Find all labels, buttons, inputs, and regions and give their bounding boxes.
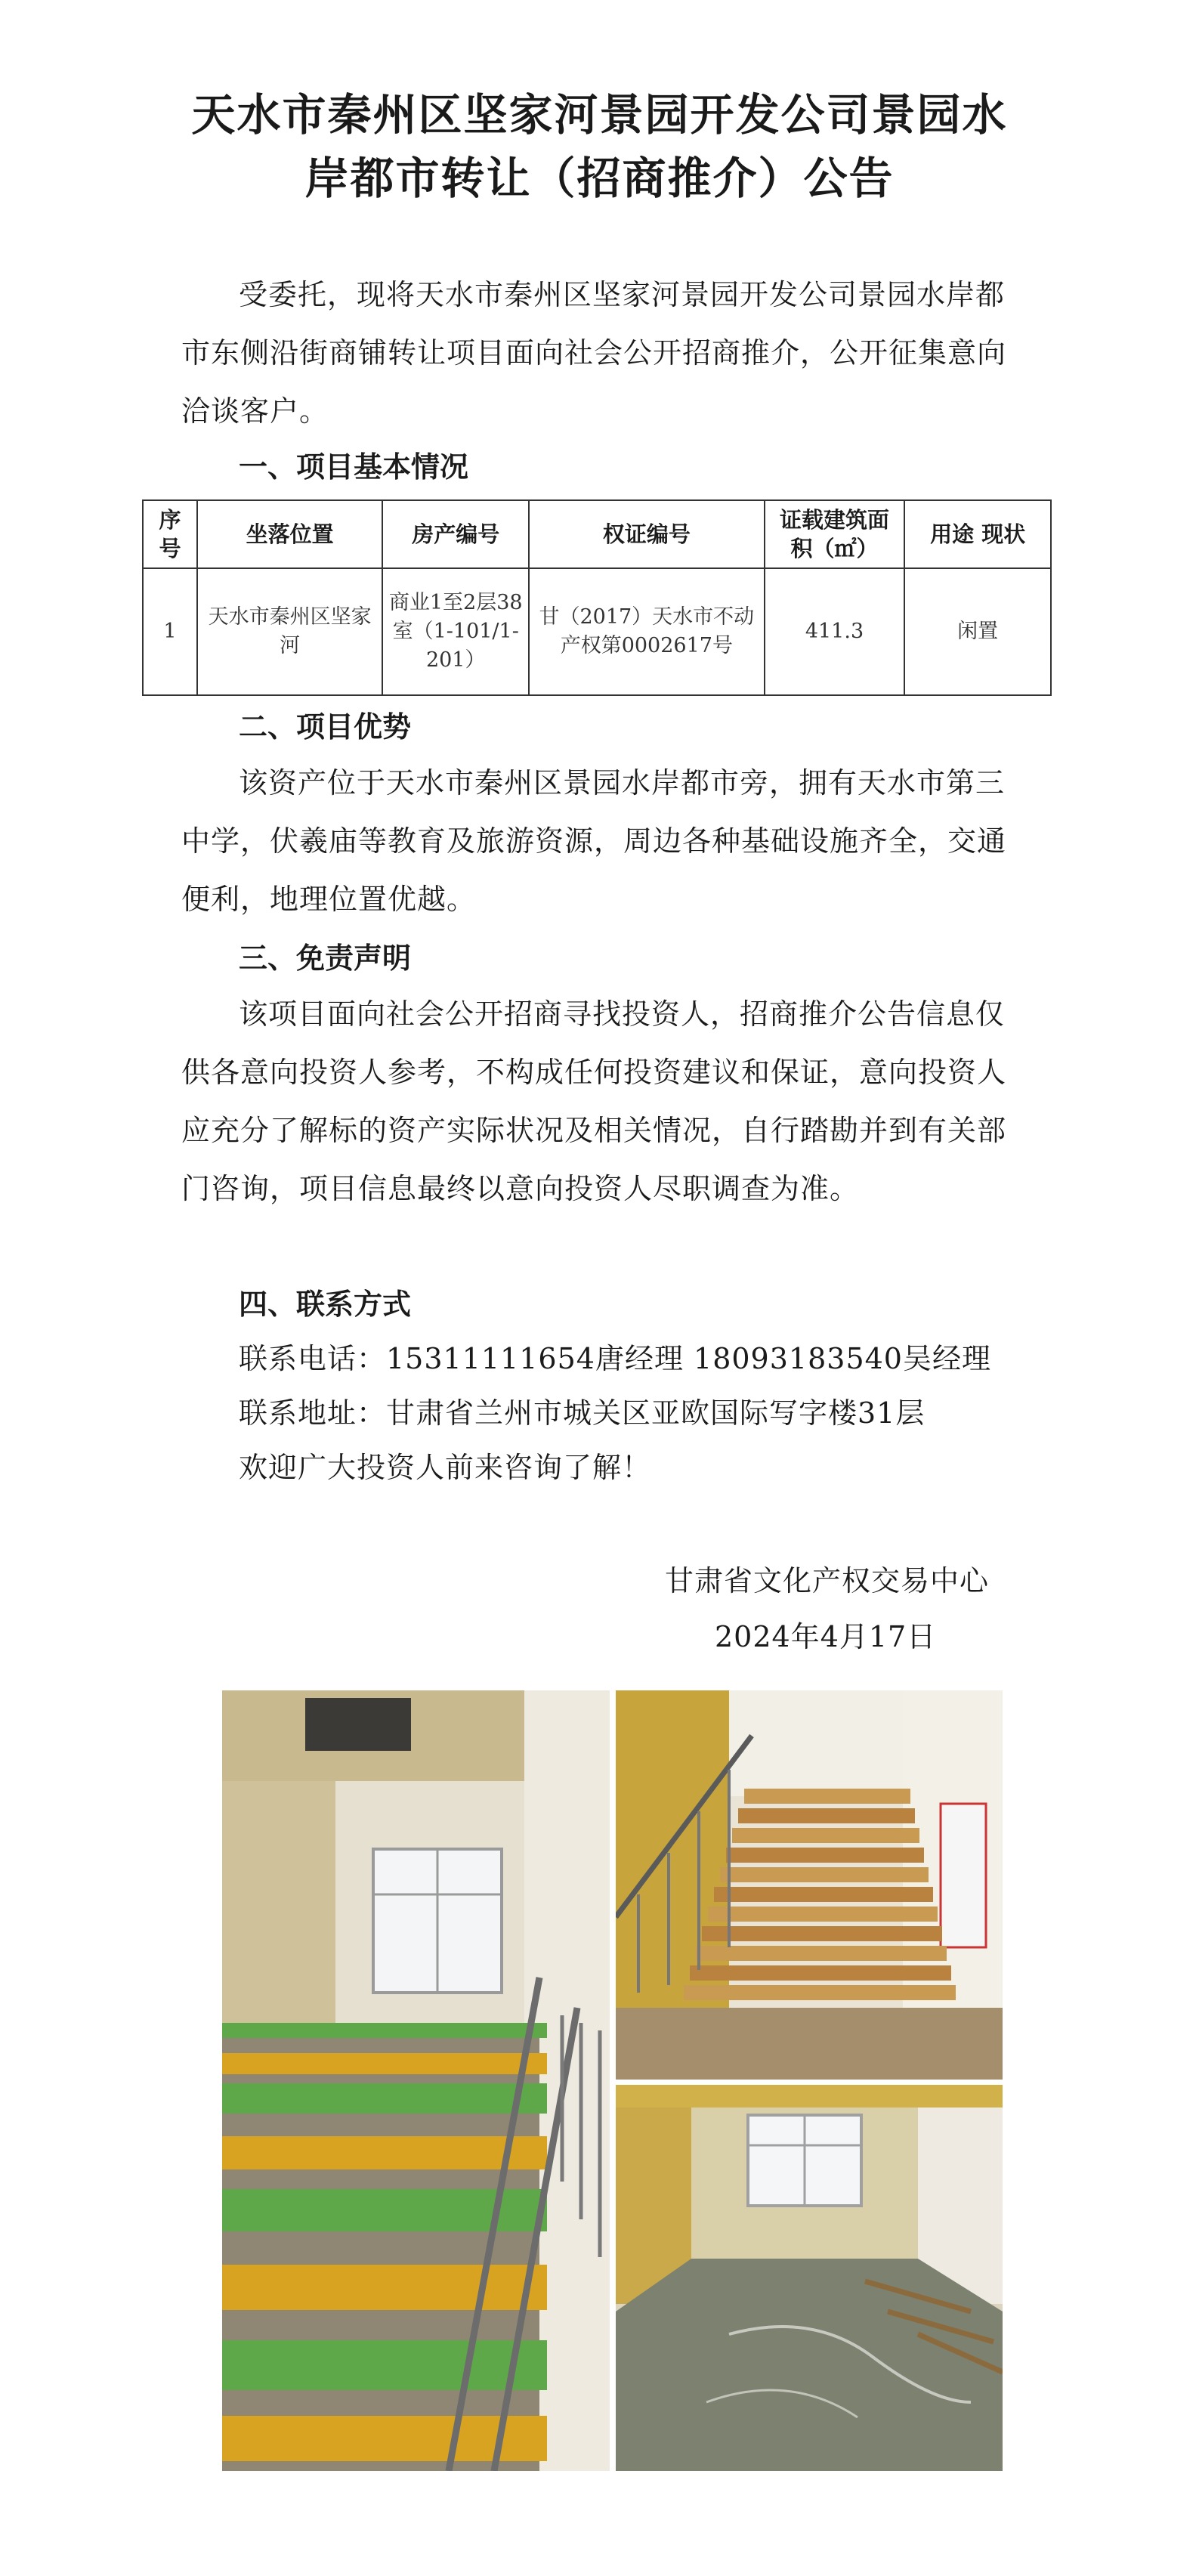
table-cell-certificate-no: 甘（2017）天水市不动产权第0002617号 [529,568,765,695]
table-header-cell: 坐落位置 [197,500,382,568]
table-cell-status: 闲置 [904,568,1051,695]
title-line-1: 天水市秦州区坚家河景园开发公司景园水 [191,89,1008,141]
advantage-paragraph: 该资产位于天水市秦州区景园水岸都市旁，拥有天水市第三中学，伏羲庙等教育及旅游资源，周边各种基础设施齐全，交通便利，地理位置优越。 [181,766,1007,916]
section-heading-contact: 四、联系方式 [239,1288,412,1321]
photo-stairwell-green [222,1690,610,2471]
table-header-cell: 序号 [143,500,197,568]
intro-paragraph: 受委托，现将天水市秦州区坚家河景园开发公司景园水岸都市东侧沿街商铺转让项目面向社会公开招商推介，公开征集意向洽谈客户。 [181,278,1007,428]
table-cell-index: 1 [143,568,197,695]
table-cell-area: 411.3 [765,568,905,695]
welcome-line: 欢迎广大投资人前来咨询了解！ [239,1451,652,1484]
photo-stairs-wooden [616,1690,1003,2080]
page-title [0,83,1199,210]
title-line-2: 岸都市转让（招商推介）公告 [304,153,895,204]
signature-date: 2024年4月17日 [715,1620,937,1653]
section-heading-advantage: 二、项目优势 [239,710,412,744]
contact-phone: 联系电话：15311111654唐经理 18093183540吴经理 [239,1342,991,1375]
table-row [143,568,1051,695]
contact-address: 联系地址：甘肃省兰州市城关区亚欧国际写字楼31层 [239,1396,926,1430]
disclaimer-paragraph: 该项目面向社会公开招商寻找投资人，招商推介公告信息仅供各意向投资人参考，不构成任何投资建议和保证，意向投资人应充分了解标的资产实际状况及相关情况，自行踏勘并到有关部门咨询，项目信息最终以意向投资人尽职调查为准。 [181,997,1007,1205]
project-info-table [142,499,1052,696]
table-header-cell: 用途 现状 [904,500,1051,568]
table-cell-location: 天水市秦州区坚家河 [197,568,382,695]
section-heading-basic: 一、项目基本情况 [239,450,469,484]
photo-empty-room [616,2085,1003,2471]
table-header-cell: 证载建筑面积（㎡） [765,500,905,568]
table-header-cell: 权证编号 [529,500,765,568]
table-cell-property-no: 商业1至2层38室（1-101/1-201） [382,568,529,695]
section-heading-disclaimer: 三、免责声明 [239,942,412,975]
table-header-row [143,500,1051,568]
signature-org: 甘肃省文化产权交易中心 [665,1564,990,1597]
table-header-cell: 房产编号 [382,500,529,568]
